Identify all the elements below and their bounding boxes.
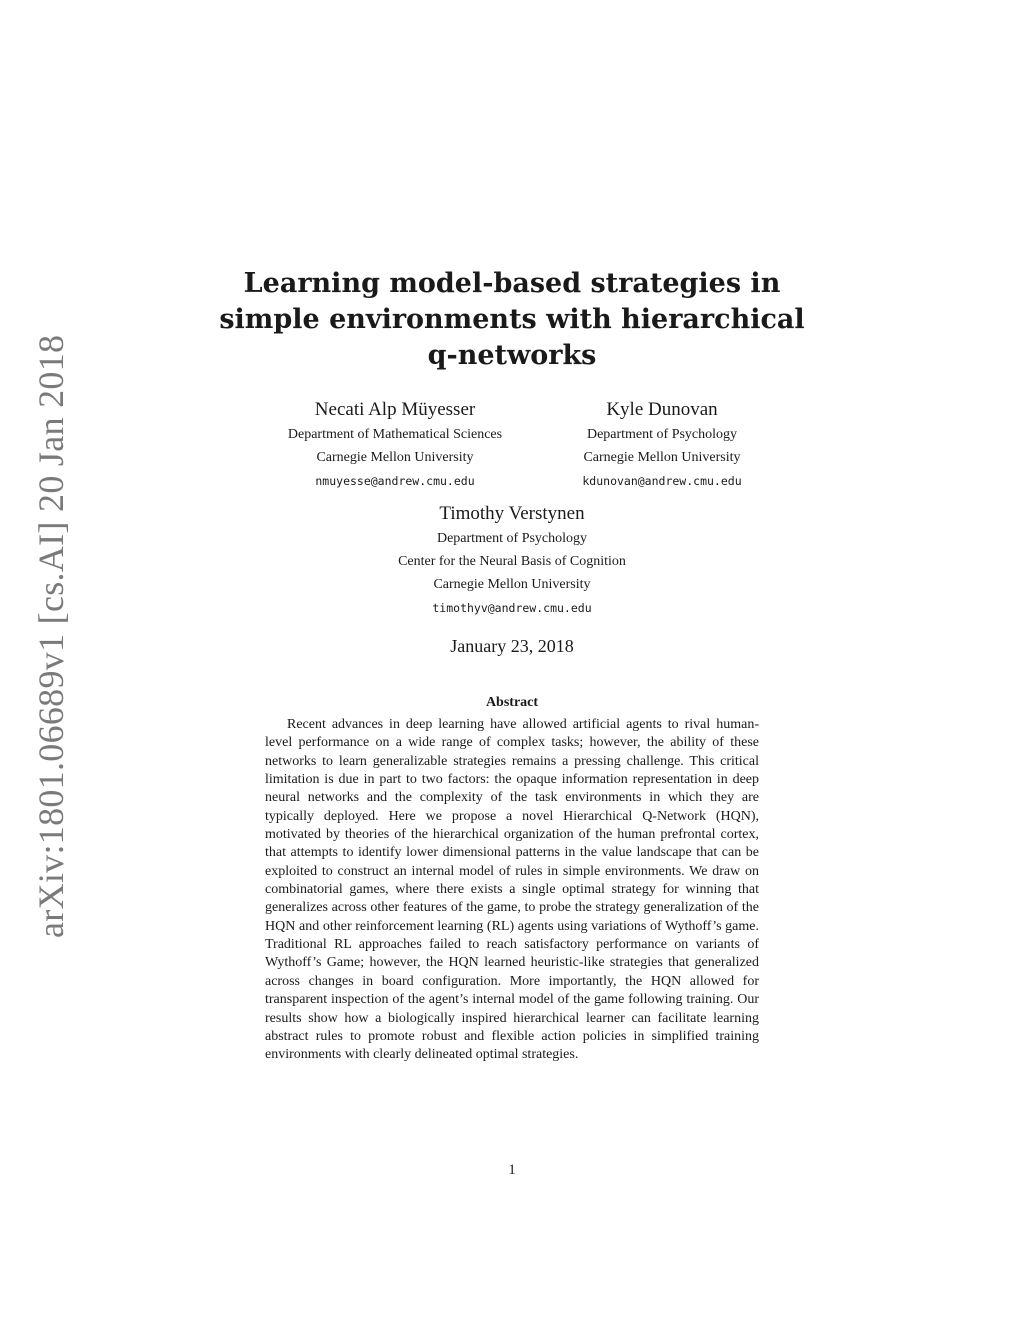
author-email[interactable]: nmuyesse@andrew.cmu.edu — [315, 474, 475, 488]
author-department: Department of Psychology — [436, 531, 588, 546]
author-department: Department of Mathematical Sciences — [287, 427, 503, 442]
author-university: Carnegie Mellon University — [316, 450, 474, 465]
author-email[interactable]: timothyv@andrew.cmu.edu — [432, 601, 592, 615]
author-name: Kyle Dunovan — [606, 399, 718, 420]
author-department: Department of Psychology — [586, 427, 738, 442]
author-university: Carnegie Mellon University — [583, 450, 741, 465]
author-block-muyesser — [250, 398, 540, 495]
title-line-2: simple environments with hierarchical — [219, 304, 805, 335]
author-name: Timothy Verstynen — [439, 503, 585, 524]
page-number: 1 — [508, 1162, 516, 1178]
author-block-dunovan — [552, 398, 772, 495]
arxiv-identifier: arXiv:1801.06689v1 [cs.AI] 20 Jan 2018 — [31, 334, 71, 938]
author-center: Center for the Neural Basis of Cognition — [398, 554, 626, 569]
paper-title — [212, 266, 812, 374]
author-email[interactable]: kdunovan@andrew.cmu.edu — [582, 474, 742, 488]
author-block-verstynen — [340, 502, 684, 622]
abstract-text: Recent advances in deep learning have allowed artificial agents to rival human-level performance on a wide range of complex tasks; however, the ability of these networks to learn generalizable strategies remains a pressing challenge. This critical limitation is due in part to two factors: the opaque information representation in deep neural networks and the complexity of the task environments in which they are typically deployed. Here we propose a novel Hierarchical Q-Network (HQN), motivated by theories of the hierarchical organization of the human prefrontal cortex, that attempts to identify lower dimensional patterns in the value landscape that can be exploited to construct an internal model of rules in simple environments. We draw on combinatorial games, where there exists a single optimal strategy for winning that generalizes across other features of the game, to probe the strategy generalization of the HQN and other reinforcement learning (RL) agents using variations of Wythoff’s game. Traditional RL approaches failed to reach satisfactory performance on variants of Wythoff’s Game; however, the HQN learned heuristic-like strategies that generalized across changes in board configuration. More importantly, the HQN allowed for transparent inspection of the agent’s internal model of the game following training. Our results show how a biologically inspired hierarchical learner can facilitate learning abstract rules to promote robust and flexible action policies in simplified training environments with clearly delineated optimal strategies. — [265, 717, 759, 1063]
title-line-1: Learning model-based strategies in — [243, 268, 781, 299]
author-name: Necati Alp Müyesser — [314, 399, 476, 420]
author-university: Carnegie Mellon University — [433, 577, 591, 592]
abstract-heading: Abstract — [485, 695, 539, 710]
publication-date: January 23, 2018 — [450, 636, 574, 656]
title-line-3: q-networks — [427, 340, 597, 371]
